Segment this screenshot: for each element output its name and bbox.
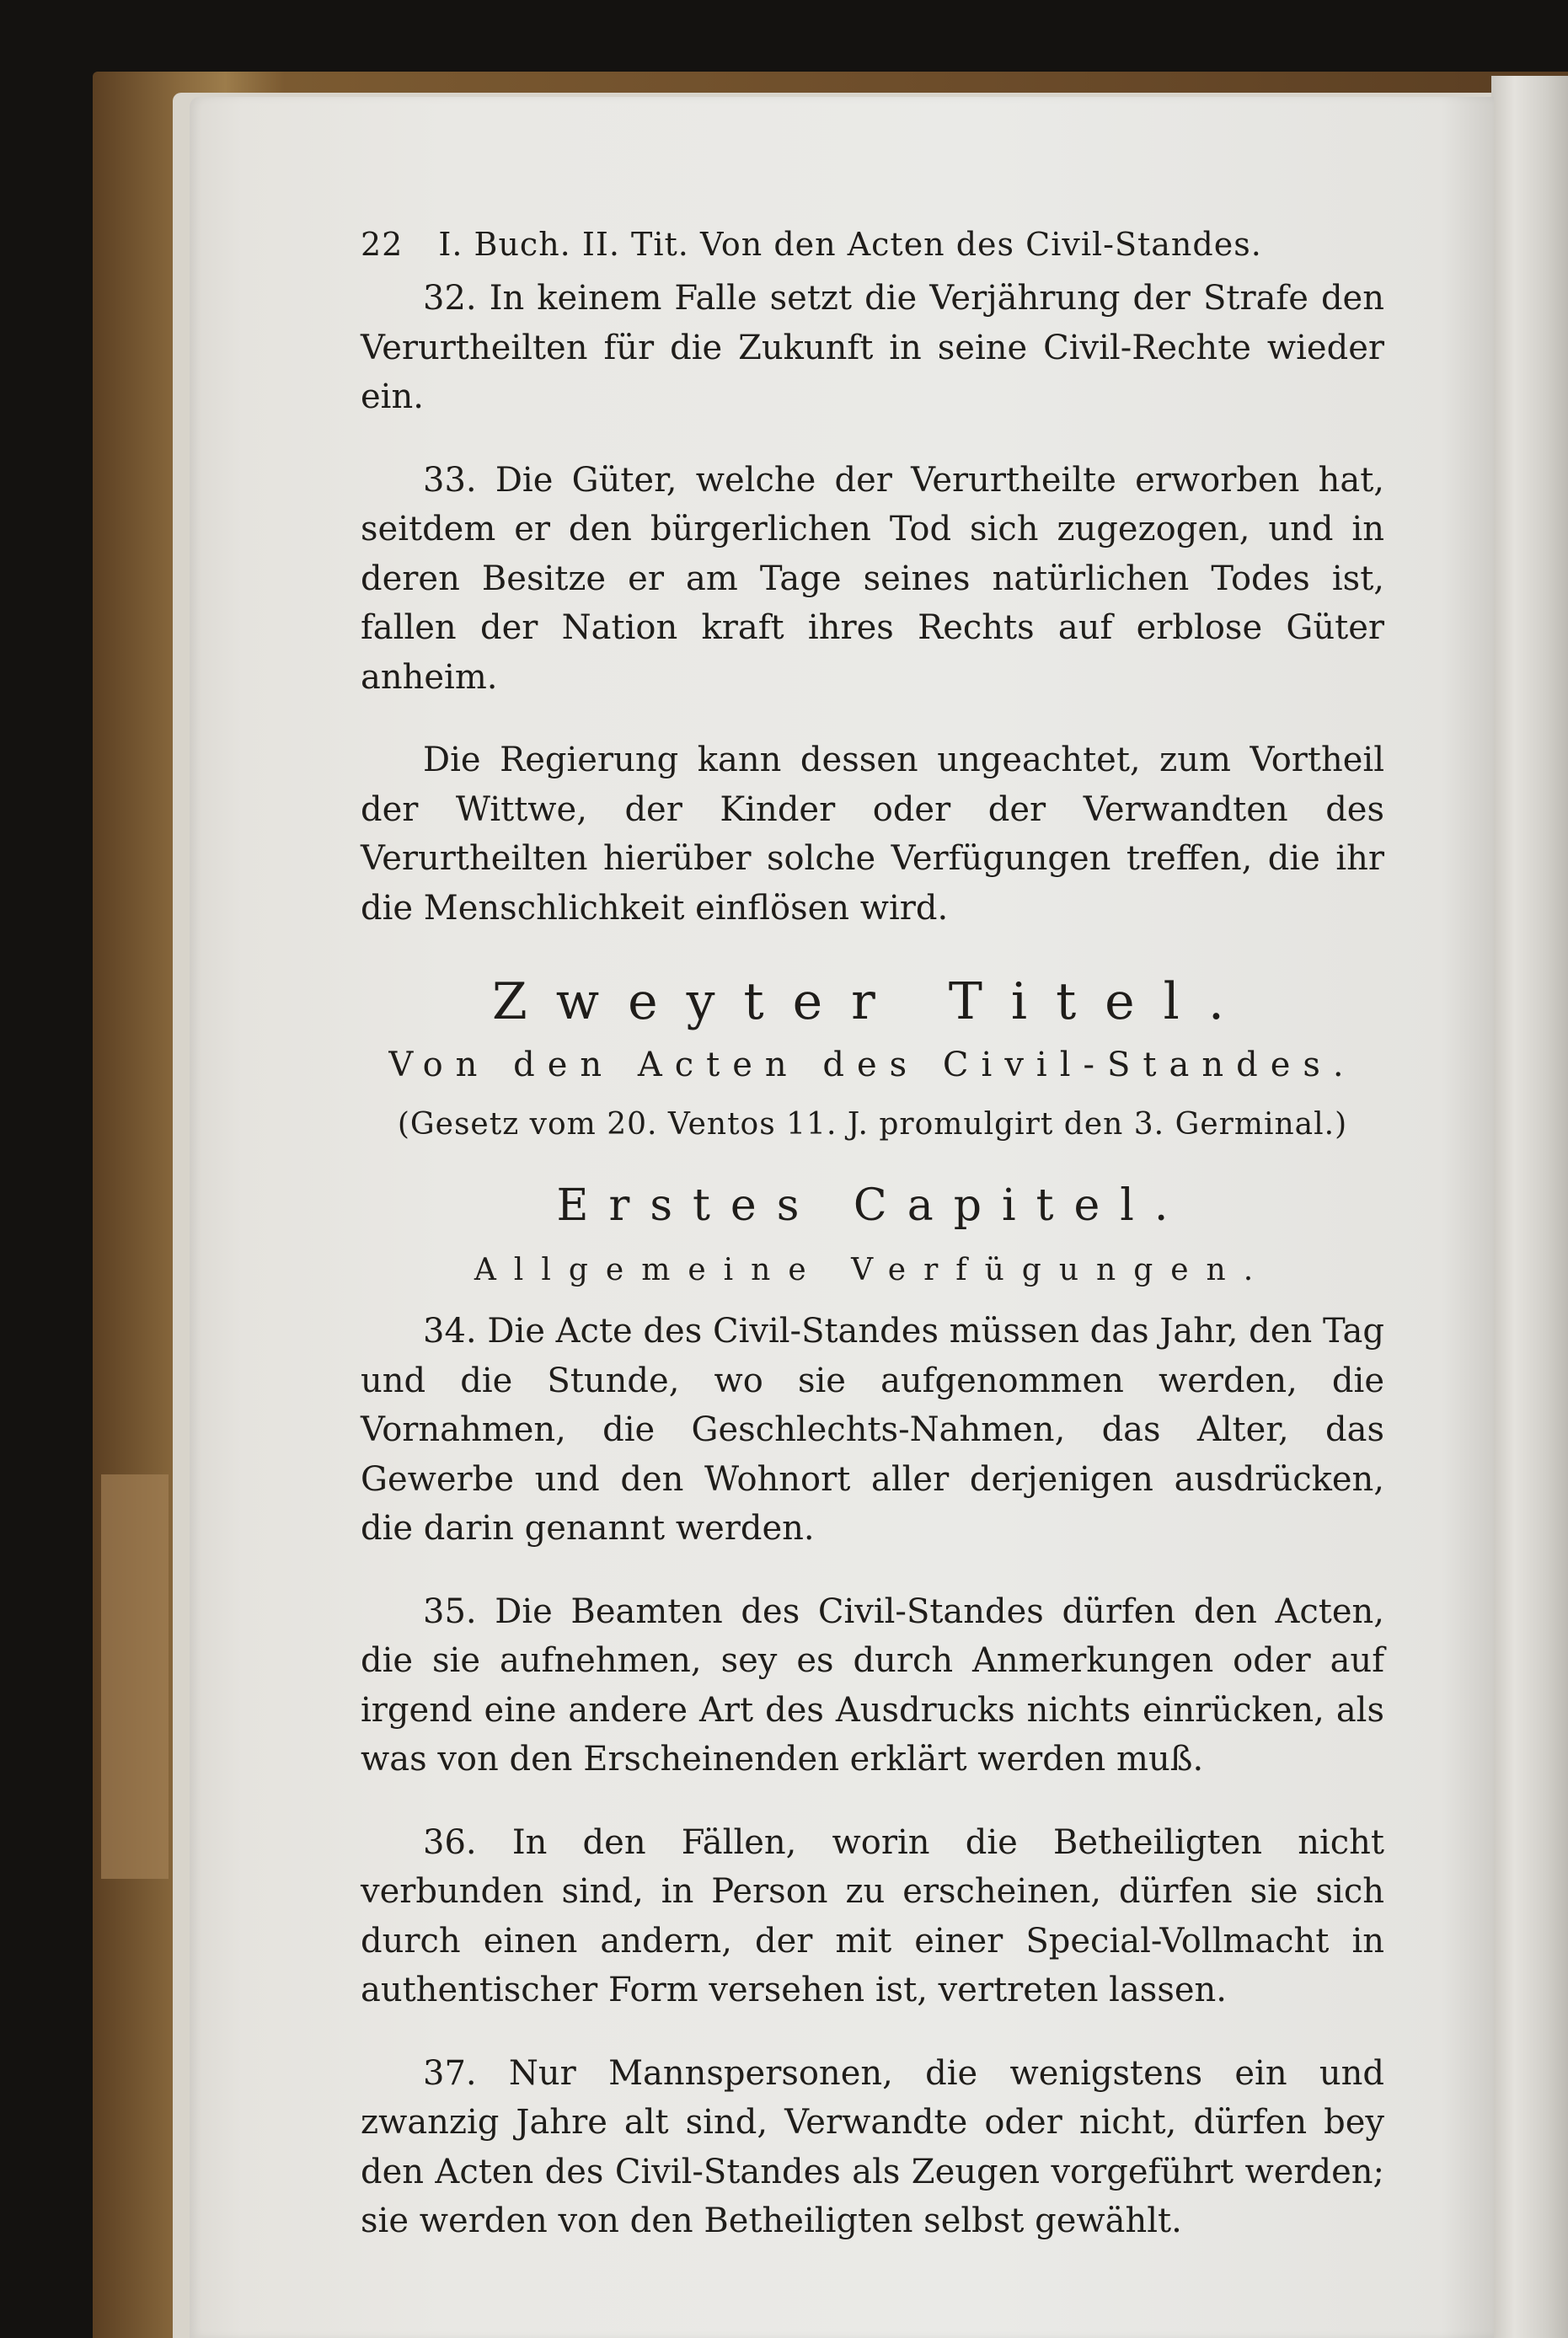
title-subheading: Von den Acten des Civil-Standes.	[388, 1046, 1357, 1084]
paragraph-33	[361, 456, 1384, 703]
facing-page-edge	[1491, 76, 1568, 2338]
paragraph-37	[361, 2049, 1384, 2246]
paragraph-text: In den Fällen, worin die Betheiligten nicht verbunden sind, in Person zu erscheinen, dürfen sie sich durch einen andern, der mit einer Special-Vollmacht in authentischer Form versehen ist, vertreten lassen.	[361, 1822, 1385, 2009]
page-number: 22	[361, 226, 404, 263]
paragraph-number: 37.	[423, 2053, 477, 2093]
law-reference: (Gesetz vom 20. Ventos 11. J. promulgirt den 3. Germinal.)	[397, 1107, 1348, 1142]
paragraph-33-continued	[361, 736, 1384, 933]
paragraph-number: 34.	[423, 1312, 477, 1351]
paragraph-36	[361, 1818, 1384, 2015]
chapter-subheading: Allgemeine Verfügungen.	[474, 1253, 1271, 1287]
paragraph-number: 32.	[423, 279, 477, 318]
paragraph-35	[361, 1587, 1384, 1784]
title-heading: Zweyter Titel.	[492, 972, 1253, 1031]
cover-wear-strip	[101, 1474, 169, 1879]
chapter-heading: Erstes Capitel.	[556, 1180, 1189, 1231]
page-text	[361, 215, 1384, 2280]
paragraph-number: 35.	[423, 1592, 477, 1631]
paragraph-text: Die Acte des Civil-Standes müssen das Jahr, den Tag und die Stunde, wo sie aufgenommen werden, die Vornahmen, die Geschlechts-Nahmen, das Alter, das Gewerbe und den Wohnort aller derjenigen ausdrücken, die darin genannt werden.	[361, 1312, 1384, 1548]
paragraph-32	[361, 274, 1384, 422]
paragraph-34	[361, 1307, 1384, 1554]
paragraph-text: In keinem Falle setzt die Verjährung der Strafe den Verurtheilten für die Zukunft in seine Civil-Rechte wieder ein.	[361, 279, 1384, 416]
paragraph-number: 33.	[423, 460, 477, 500]
paragraph-text: Nur Mannspersonen, die wenigstens ein und zwanzig Jahre alt sind, Verwandte oder nicht, dürfen bey den Acten des Civil-Standes als Zeugen vorgeführt werden; sie werden von den Betheiligten selbst gewählt.	[361, 2053, 1384, 2240]
running-head: I. Buch. II. Tit. Von den Acten des Civil-Standes.	[438, 226, 1262, 263]
paragraph-text: Die Regierung kann dessen ungeachtet, zum Vortheil der Wittwe, der Kinder oder der Verwandten des Verurtheilten hierüber solche Verfügungen treffen, die ihr die Menschlichkeit einflösen wird.	[361, 741, 1384, 928]
running-header	[361, 215, 1384, 274]
paragraph-text: Die Güter, welche der Verurtheilte erworben hat, seitdem er den bürgerlichen Tod sich zugezogen, und in deren Besitze er am Tage seines natürlichen Todes ist, fallen der Nation kraft ihres Rechts auf erblose Güter anheim.	[361, 460, 1384, 697]
paragraph-text: Die Beamten des Civil-Standes dürfen den Acten, die sie aufnehmen, sey es durch Anmerkungen oder auf irgend eine andere Art des Ausdrucks nichts einrücken, als was von den Erscheinenden erklärt werden muß.	[361, 1592, 1385, 1779]
paragraph-number: 36.	[423, 1822, 477, 1862]
